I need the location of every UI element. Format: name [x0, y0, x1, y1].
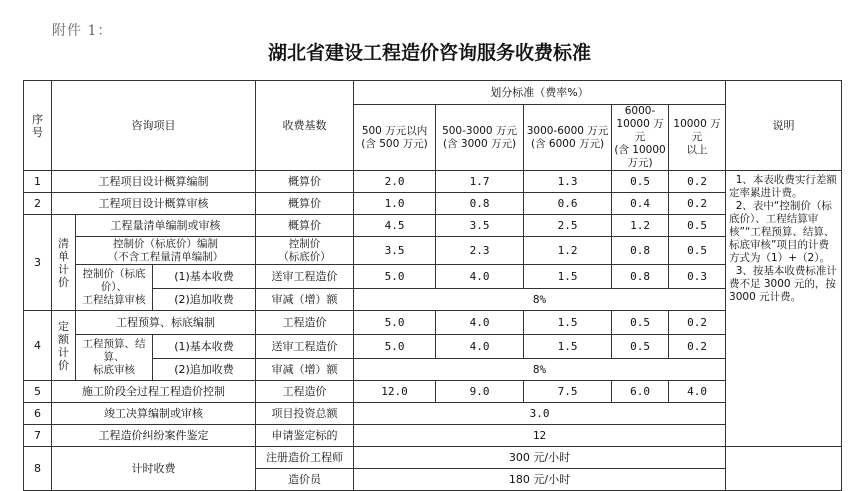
row-seq: 1 — [24, 171, 52, 193]
rate-merged-cell: 8% — [354, 289, 726, 311]
table-row — [24, 237, 842, 265]
row-subitem: (1)基本收费 — [153, 335, 256, 359]
rate-cell: 0.5 — [669, 237, 726, 265]
rate-cell: 7.5 — [524, 381, 612, 403]
rate-cell: 2.5 — [524, 215, 612, 237]
bracket-4: 6000-10000 万元 (含 10000 万元) — [612, 105, 669, 171]
row-basis: 审减（增）额 — [256, 359, 354, 381]
row-basis: 工程造价 — [256, 381, 354, 403]
header-item: 咨询项目 — [52, 81, 256, 171]
bracket-3: 3000-6000 万元 (含 6000 万元) — [524, 105, 612, 171]
rate-cell: 0.8 — [436, 193, 524, 215]
bracket-5: 10000 万元 以上 — [669, 105, 726, 171]
row-basis: 申请鉴定标的 — [256, 425, 354, 447]
rate-cell: 4.0 — [436, 265, 524, 289]
row-subitem: (2)追加收费 — [153, 359, 256, 381]
rate-merged-cell: 12 — [354, 425, 726, 447]
row-seq: 4 — [24, 311, 52, 381]
bracket-2: 500-3000 万元 (含 3000 万元) — [436, 105, 524, 171]
rate-cell: 9.0 — [436, 381, 524, 403]
rate-cell: 4.0 — [436, 335, 524, 359]
rate-cell: 1.5 — [524, 265, 612, 289]
rate-merged-cell: 3.0 — [354, 403, 726, 425]
table-row — [24, 215, 842, 237]
row-seq: 7 — [24, 425, 52, 447]
rate-cell: 6.0 — [612, 381, 669, 403]
page-title: 湖北省建设工程造价咨询服务收费标准 — [267, 42, 591, 64]
header-seq: 序 号 — [24, 81, 52, 171]
rate-cell: 0.3 — [669, 265, 726, 289]
rate-cell: 5.0 — [354, 335, 436, 359]
row-item: 计时收费 — [52, 447, 256, 491]
rate-cell: 0.5 — [612, 311, 669, 335]
row-subitem: (2)追加收费 — [153, 289, 256, 311]
row-basis: 概算价 — [256, 215, 354, 237]
rate-cell: 12.0 — [354, 381, 436, 403]
bracket-1: 500 万元以内 (含 500 万元) — [354, 105, 436, 171]
row-basis: 概算价 — [256, 193, 354, 215]
table-row — [24, 265, 842, 289]
group-label: 定 额 计 价 — [52, 311, 76, 381]
annex-label: 附件 1： — [52, 23, 113, 39]
group-label: 清 单 计 价 — [52, 215, 76, 311]
rate-cell: 1.3 — [524, 171, 612, 193]
row-item: 工程量清单编制或审核 — [76, 215, 256, 237]
rate-cell: 0.2 — [669, 335, 726, 359]
row-item: 工程预算、标底编制 — [76, 311, 256, 335]
rate-cell: 4.0 — [669, 381, 726, 403]
row-basis: 控制价 （标底价） — [256, 237, 354, 265]
row-basis: 送审工程造价 — [256, 265, 354, 289]
header-note: 说明 — [726, 81, 842, 171]
rate-cell: 1.2 — [524, 237, 612, 265]
rate-cell: 0.6 — [524, 193, 612, 215]
fee-standard-table — [23, 80, 842, 491]
row-item: 工程造价纠纷案件鉴定 — [52, 425, 256, 447]
row-item: 工程预算、结算、 标底审核 — [76, 335, 153, 381]
table-row — [24, 447, 842, 469]
row-seq: 8 — [24, 447, 52, 491]
rate-cell: 5.0 — [354, 311, 436, 335]
row-item: 工程项目设计概算编制 — [52, 171, 256, 193]
row-item: 工程项目设计概算审核 — [52, 193, 256, 215]
rate-cell: 0.4 — [612, 193, 669, 215]
rate-cell: 0.5 — [612, 171, 669, 193]
rate-merged-cell: 8% — [354, 359, 726, 381]
table-row — [24, 193, 842, 215]
row-seq: 6 — [24, 403, 52, 425]
rate-cell: 0.2 — [669, 193, 726, 215]
table-row — [24, 311, 842, 335]
row-basis: 送审工程造价 — [256, 335, 354, 359]
row-seq: 3 — [24, 215, 52, 311]
table-row — [24, 335, 842, 359]
rate-cell: 0.5 — [612, 335, 669, 359]
header-division: 划分标准（费率%） — [354, 81, 726, 105]
rate-cell: 5.0 — [354, 265, 436, 289]
row-seq: 5 — [24, 381, 52, 403]
rate-cell: 3.5 — [436, 215, 524, 237]
header-basis: 收费基数 — [256, 81, 354, 171]
rate-merged-cell: 180 元/小时 — [354, 469, 726, 491]
note-cell: 1、本表收费实行差额定率累进计费。 2、表中“控制价（标底价）、工程结算审核”“工程预算、结算、标底审核”项目的计费方式为（1）+（2）。 3、按基本收费标准计费不足 3000 元的，按 3000 元计费。 — [726, 171, 842, 447]
rate-cell: 0.5 — [669, 215, 726, 237]
rate-cell: 4.5 — [354, 215, 436, 237]
header-row — [24, 81, 842, 105]
rate-cell: 2.3 — [436, 237, 524, 265]
row-basis: 项目投资总额 — [256, 403, 354, 425]
rate-cell: 4.0 — [436, 311, 524, 335]
row-basis: 概算价 — [256, 171, 354, 193]
note-empty-cell — [726, 447, 842, 491]
table-row — [24, 425, 842, 447]
rate-cell: 1.5 — [524, 311, 612, 335]
row-subitem: (1)基本收费 — [153, 265, 256, 289]
row-item: 竣工决算编制或审核 — [52, 403, 256, 425]
row-seq: 2 — [24, 193, 52, 215]
row-basis: 造价员 — [256, 469, 354, 491]
rate-cell: 0.2 — [669, 171, 726, 193]
rate-cell: 0.2 — [669, 311, 726, 335]
rate-cell: 1.5 — [524, 335, 612, 359]
rate-cell: 3.5 — [354, 237, 436, 265]
row-item: 施工阶段全过程工程造价控制 — [52, 381, 256, 403]
rate-cell: 2.0 — [354, 171, 436, 193]
row-item: 控制价（标底价）、 工程结算审核 — [76, 265, 153, 311]
rate-cell: 0.8 — [612, 265, 669, 289]
rate-cell: 1.0 — [354, 193, 436, 215]
row-item: 控制价（标底价）编制 （不含工程量清单编制） — [76, 237, 256, 265]
table-row — [24, 171, 842, 193]
table-row — [24, 381, 842, 403]
row-basis: 注册造价工程师 — [256, 447, 354, 469]
rate-cell: 0.8 — [612, 237, 669, 265]
rate-merged-cell: 300 元/小时 — [354, 447, 726, 469]
row-basis: 工程造价 — [256, 311, 354, 335]
rate-cell: 1.2 — [612, 215, 669, 237]
table-row — [24, 403, 842, 425]
row-basis: 审减（增）额 — [256, 289, 354, 311]
rate-cell: 1.7 — [436, 171, 524, 193]
